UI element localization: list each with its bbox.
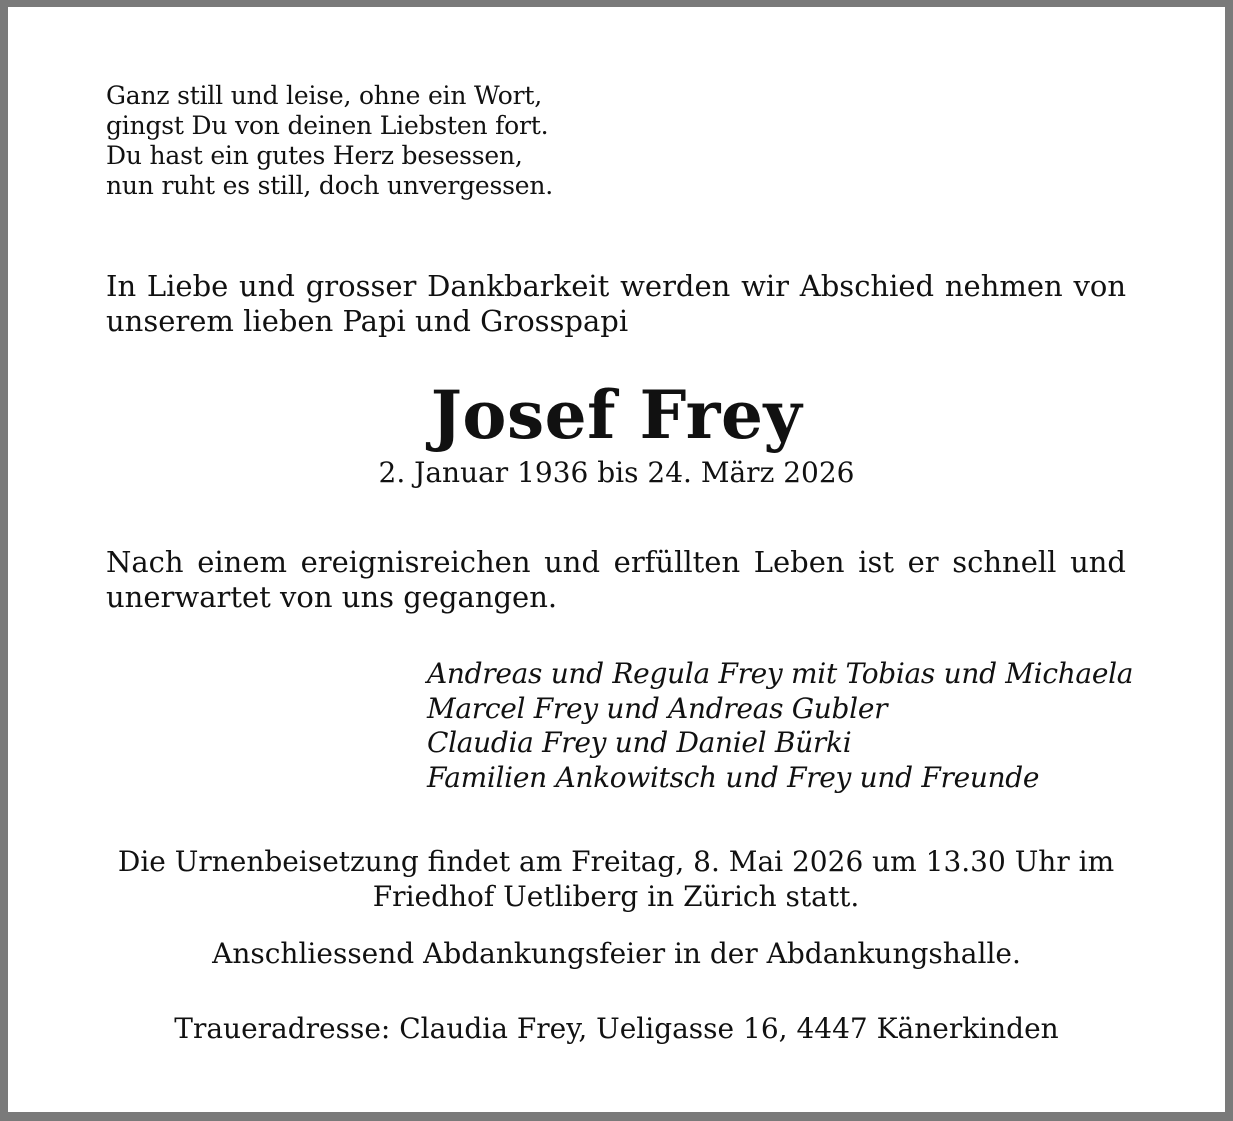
life-summary-text: Nach einem ereignisreichen und erfüllten Leben ist er schnell und unerwartet von uns gegangen. [106, 545, 1126, 614]
mourners-list [427, 657, 1133, 795]
mourner-line: Claudia Frey und Daniel Bürki [427, 726, 852, 759]
poem-line: Ganz still und leise, ohne ein Wort, [106, 81, 542, 110]
mourner-line: Familien Ankowitsch und Frey und Freunde [427, 760, 1040, 794]
poem-line: nun ruht es still, doch unvergessen. [106, 171, 553, 200]
life-dates: 2. Januar 1936 bis 24. März 2026 [378, 456, 855, 489]
burial-notice: Die Urnenbeisetzung findet am Freitag, 8. Mai 2026 um 13.30 Uhr im Friedhof Uetliberg in Zürich statt. [117, 845, 1115, 913]
intro-text: In Liebe und grosser Dankbarkeit werden wir Abschied nehmen von unserem lieben Papi und Grosspapi [106, 269, 1126, 338]
poem-line: gingst Du von deinen Liebsten fort. [106, 111, 549, 140]
reception-notice: Anschliessend Abdankungsfeier in der Abdankungshalle. [212, 937, 1021, 970]
poem-line: Du hast ein gutes Herz besessen, [106, 141, 523, 170]
mourner-line: Marcel Frey und Andreas Gubler [427, 691, 888, 725]
obituary-page [8, 7, 1225, 1112]
deceased-name: Josef Frey [430, 376, 803, 454]
mourning-address: Traueradresse: Claudia Frey, Ueligasse 16, 4447 Känerkinden [174, 1012, 1059, 1045]
mourner-line: Andreas und Regula Frey mit Tobias und Michaela [427, 657, 1134, 690]
memorial-poem [106, 81, 553, 201]
